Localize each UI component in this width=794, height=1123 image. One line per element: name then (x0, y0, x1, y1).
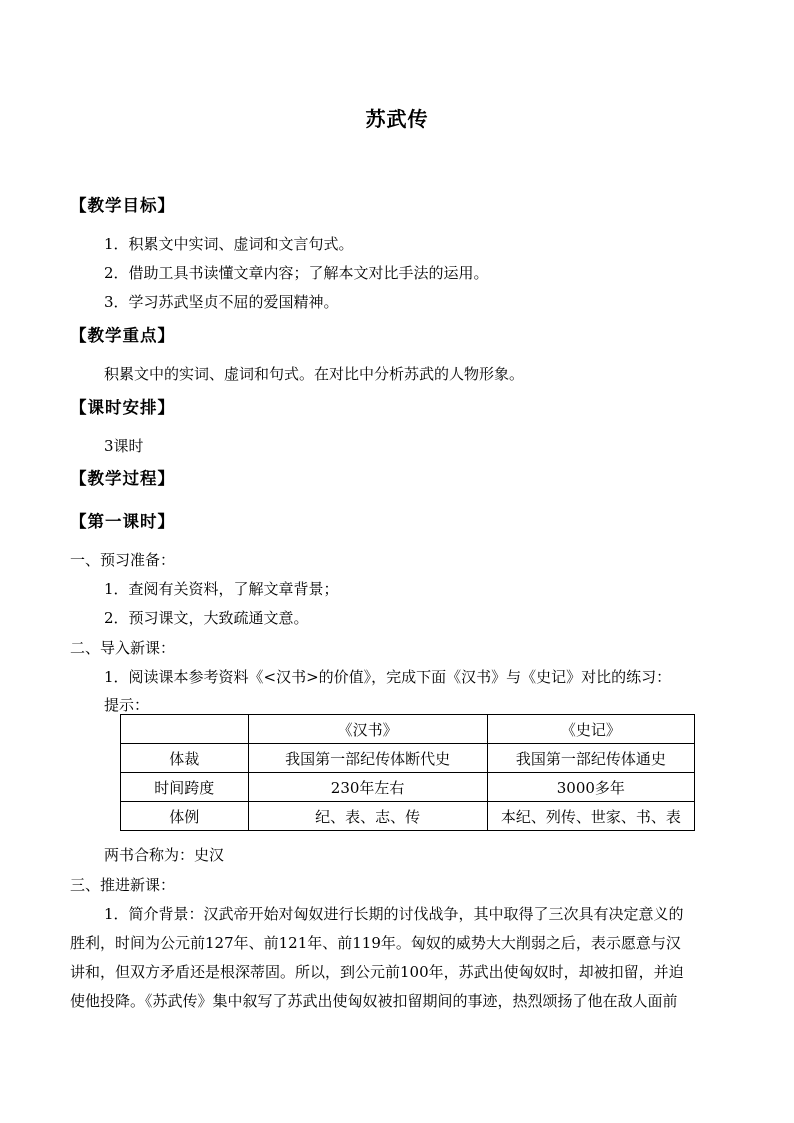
preview-item-1: 1．查阅有关资料，了解文章背景； (104, 580, 339, 598)
table-cell: 3000多年 (487, 773, 694, 802)
table-header-cell (121, 715, 249, 744)
table-header-cell: 《史记》 (487, 715, 694, 744)
heading-teaching-goals: 【教学目标】 (70, 196, 175, 215)
table-row (121, 744, 695, 773)
intro-label: 二、导入新课： (70, 639, 176, 657)
heading-schedule: 【课时安排】 (70, 398, 175, 417)
page-title: 苏武传 (365, 107, 429, 131)
preview-item-2: 2．预习课文，大致疏通文意。 (104, 609, 309, 627)
combined-name: 两书合称为：史汉 (104, 846, 225, 864)
table-cell: 我国第一部纪传体通史 (487, 744, 694, 773)
focus-text: 积累文中的实词、虚词和句式。在对比中分析苏武的人物形象。 (104, 365, 525, 383)
intro-hint: 提示： (104, 696, 150, 714)
goal-item-3: 3．学习苏武坚贞不屈的爱国精神。 (104, 293, 339, 311)
table-header-row (121, 715, 695, 744)
table-row (121, 802, 695, 831)
table-cell: 我国第一部纪传体断代史 (248, 744, 487, 773)
table-header-cell: 《汉书》 (248, 715, 487, 744)
intro-item: 1．阅读课本参考资料《<汉书>的价值》，完成下面《汉书》与《史记》对比的练习： (104, 668, 672, 686)
goal-item-2: 2．借助工具书读懂文章内容；了解本文对比手法的运用。 (104, 264, 489, 282)
table-row (121, 773, 695, 802)
advance-label: 三、推进新课： (70, 876, 176, 894)
advance-line-3: 讲和，但双方矛盾还是根深蒂固。所以，到公元前100年，苏武出使匈奴时，却被扣留，并迫 (70, 963, 684, 981)
heading-teaching-focus: 【教学重点】 (70, 326, 175, 345)
advance-line-2: 胜利，时间为公元前127年、前121年、前119年。匈奴的威势大大削弱之后，表示愿意与汉 (70, 934, 681, 952)
table-cell: 时间跨度 (121, 773, 249, 802)
heading-teaching-process: 【教学过程】 (70, 469, 175, 488)
heading-first-lesson: 【第一课时】 (70, 512, 175, 531)
advance-line-1: 1．简介背景：汉武帝开始对匈奴进行长期的讨伐战争，其中取得了三次具有决定意义的 (104, 905, 684, 923)
table-cell: 体例 (121, 802, 249, 831)
preview-label: 一、预习准备： (70, 551, 176, 569)
goal-item-1: 1．积累文中实词、虚词和文言句式。 (104, 235, 354, 253)
table-cell: 纪、表、志、传 (248, 802, 487, 831)
comparison-table (120, 714, 695, 831)
schedule-text: 3课时 (104, 437, 144, 455)
table-cell: 体裁 (121, 744, 249, 773)
table-cell: 230年左右 (248, 773, 487, 802)
advance-line-4: 使他投降。《苏武传》集中叙写了苏武出使匈奴被扣留期间的事迹，热烈颂扬了他在敌人面前 (70, 992, 678, 1010)
table-cell: 本纪、列传、世家、书、表 (487, 802, 694, 831)
